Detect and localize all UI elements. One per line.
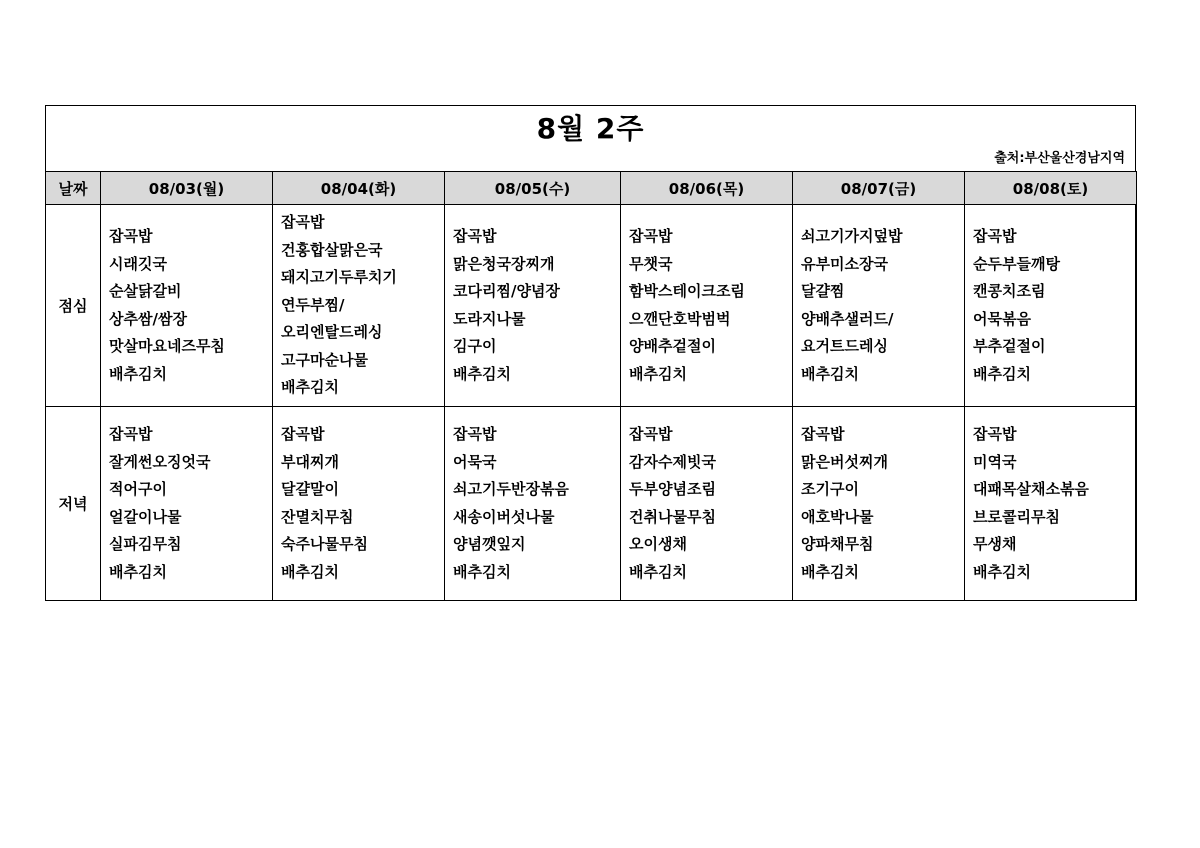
menu-item: 오리엔탈드레싱 — [281, 323, 383, 342]
menu-item: 맛살마요네즈무침 — [109, 337, 225, 355]
menu-item: 배추김치 — [281, 562, 339, 581]
menu-cell — [965, 407, 1137, 601]
menu-item: 배추김치 — [973, 364, 1031, 383]
menu-item: 양배추샐러드/ — [801, 309, 894, 328]
menu-item: 부추겉절이 — [973, 337, 1046, 355]
menu-item: 양배추겉절이 — [629, 337, 716, 355]
menu-item: 두부양념조림 — [629, 480, 716, 498]
menu-item: 건취나물무침 — [629, 507, 716, 526]
menu-cell — [445, 407, 621, 601]
menu-item: 양파채무침 — [801, 535, 874, 553]
menu-item: 잡곡밥 — [801, 425, 845, 443]
menu-item: 애호박나물 — [801, 507, 874, 526]
menu-cell — [793, 407, 965, 601]
menu-item: 잡곡밥 — [281, 425, 325, 443]
menu-item: 맑은버섯찌개 — [801, 452, 888, 471]
day-header: 08/08(토) — [965, 172, 1137, 205]
menu-item: 김구이 — [453, 337, 497, 355]
menu-item: 얼갈이나물 — [109, 507, 182, 526]
menu-item: 순살닭갈비 — [109, 282, 182, 300]
header-row — [46, 172, 1137, 205]
meal-label: 저녁 — [46, 407, 101, 601]
menu-item: 새송이버섯나물 — [453, 507, 555, 526]
menu-item: 잡곡밥 — [453, 425, 497, 443]
menu-item: 상추쌈/쌈장 — [109, 309, 187, 328]
menu-item: 미역국 — [973, 452, 1017, 471]
menu-cell — [101, 407, 273, 601]
menu-item: 브로콜리무침 — [973, 507, 1060, 526]
menu-item: 잡곡밥 — [973, 227, 1017, 245]
menu-item: 어묵국 — [453, 452, 497, 471]
menu-item: 잔멸치무침 — [281, 507, 354, 526]
menu-cell — [273, 205, 445, 407]
meal-label: 점심 — [46, 205, 101, 407]
menu-cell — [621, 205, 793, 407]
menu-item: 코다리찜/양념장 — [453, 282, 560, 300]
menu-item: 유부미소장국 — [801, 254, 888, 273]
menu-item: 어묵볶음 — [973, 309, 1031, 328]
menu-item: 고구마순나물 — [281, 350, 368, 369]
menu-item: 오이생채 — [629, 535, 687, 553]
menu-item: 순두부들깨탕 — [973, 254, 1060, 273]
day-header: 08/04(화) — [273, 172, 445, 205]
menu-item: 도라지나물 — [453, 309, 526, 328]
day-header: 08/07(금) — [793, 172, 965, 205]
menu-item: 대패목살채소볶음 — [973, 480, 1089, 498]
menu-item: 배추김치 — [453, 364, 511, 383]
menu-item: 맑은청국장찌개 — [453, 254, 555, 273]
menu-item: 잘게썬오징엇국 — [109, 452, 211, 471]
day-header: 08/03(월) — [101, 172, 273, 205]
menu-table — [45, 171, 1137, 601]
menu-item: 적어구이 — [109, 480, 167, 498]
menu-item: 돼지고기두루치기 — [281, 268, 397, 287]
menu-item: 달걀찜 — [801, 282, 845, 300]
menu-item: 배추김치 — [629, 364, 687, 383]
menu-item: 감자수제빗국 — [629, 452, 716, 471]
menu-item: 건홍합살맑은국 — [281, 240, 383, 259]
menu-item: 함박스테이크조림 — [629, 282, 745, 300]
menu-cell — [445, 205, 621, 407]
menu-item: 조기구이 — [801, 480, 859, 498]
menu-item: 무챗국 — [629, 254, 673, 273]
menu-item: 배추김치 — [801, 562, 859, 581]
menu-cell — [621, 407, 793, 601]
menu-item: 잡곡밥 — [629, 227, 673, 245]
date-label-header: 날짜 — [46, 172, 101, 205]
menu-item: 배추김치 — [801, 364, 859, 383]
dinner-row — [46, 407, 1137, 601]
menu-cell — [101, 205, 273, 407]
menu-item: 잡곡밥 — [281, 213, 325, 232]
menu-item: 부대찌개 — [281, 452, 339, 471]
menu-item: 무생채 — [973, 535, 1017, 553]
menu-item: 배추김치 — [109, 364, 167, 383]
menu-item: 실파김무침 — [109, 535, 182, 553]
menu-item: 시래깃국 — [109, 254, 167, 273]
menu-item: 배추김치 — [109, 562, 167, 581]
menu-item: 잡곡밥 — [453, 227, 497, 245]
menu-item: 배추김치 — [629, 562, 687, 581]
menu-item: 쇠고기두반장볶음 — [453, 480, 569, 498]
menu-sheet — [45, 105, 1136, 601]
menu-item: 잡곡밥 — [109, 425, 153, 443]
source-note: 출처:부산울산경남지역 — [994, 151, 1125, 166]
menu-item: 달걀말이 — [281, 480, 339, 498]
menu-item: 숙주나물무침 — [281, 535, 368, 553]
menu-item: 배추김치 — [281, 378, 339, 397]
menu-item: 연두부찜/ — [281, 295, 345, 314]
menu-item: 쇠고기가지덮밥 — [801, 227, 903, 245]
menu-cell — [965, 205, 1137, 407]
day-header: 08/06(목) — [621, 172, 793, 205]
menu-item: 잡곡밥 — [629, 425, 673, 443]
page-title: 8월 2주 — [536, 112, 645, 145]
menu-cell — [793, 205, 965, 407]
menu-item: 잡곡밥 — [973, 425, 1017, 443]
menu-cell — [273, 407, 445, 601]
menu-item: 양념깻잎지 — [453, 535, 526, 553]
menu-item: 배추김치 — [453, 562, 511, 581]
menu-item: 잡곡밥 — [109, 227, 153, 245]
menu-item: 으깬단호박범벅 — [629, 309, 731, 328]
menu-item: 요거트드레싱 — [801, 337, 888, 355]
menu-item: 배추김치 — [973, 562, 1031, 581]
lunch-row — [46, 205, 1137, 407]
menu-item: 캔콩치조림 — [973, 282, 1046, 300]
day-header: 08/05(수) — [445, 172, 621, 205]
